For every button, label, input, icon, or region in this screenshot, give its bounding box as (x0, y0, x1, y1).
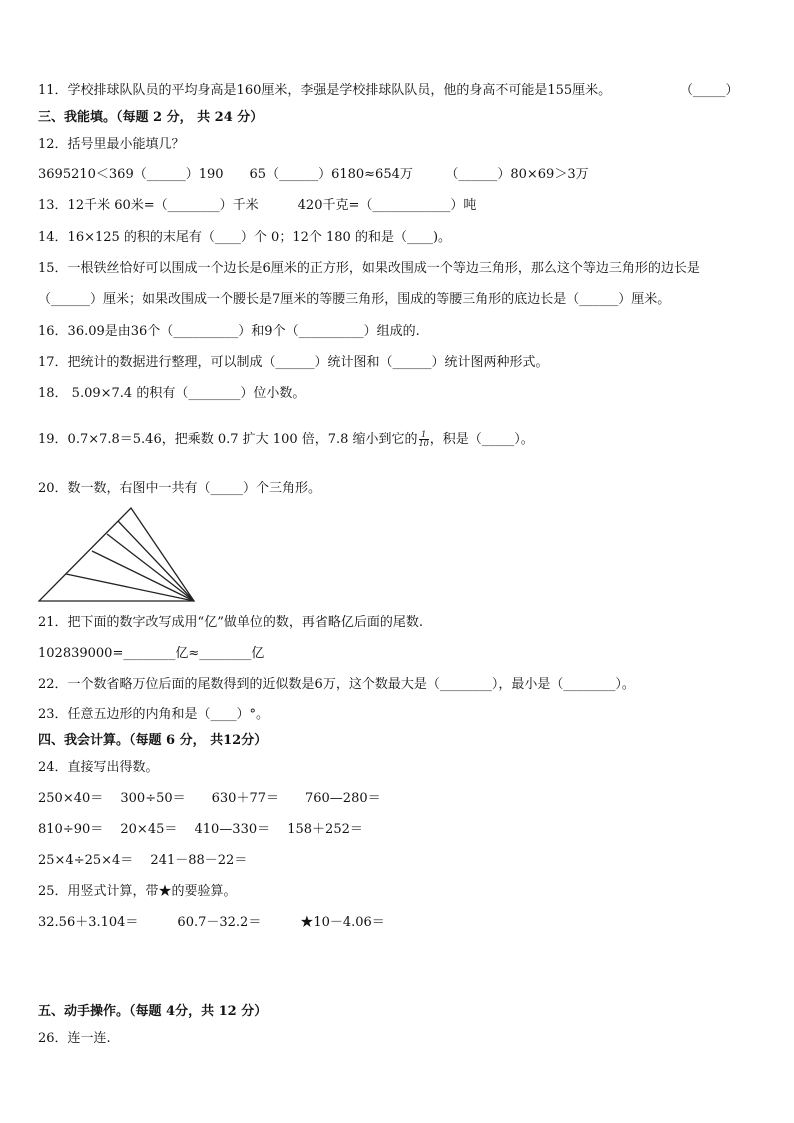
question-19-tail: ，积是（_____）。 (429, 432, 534, 447)
fraction-denominator: 10 (418, 439, 429, 448)
question-26: 26．连一连. (38, 1031, 111, 1046)
fraction-one-tenth (419, 431, 429, 448)
question-12-items: 3695210＜369（______）190 65（______）6180≈654万 （______）80×69＞3万 (38, 167, 589, 182)
question-18: 18． 5.09×7.4 的积有（________）位小数。 (38, 386, 306, 401)
question-24-row-3: 25×4÷25×4＝ 241－88－22＝ (38, 853, 248, 868)
question-24: 24．直接写出得数。 (38, 760, 159, 775)
question-19-text: 19．0.7×7.8＝5.46，把乘数 0.7 扩大 100 倍，7.8 缩小到它的 (38, 432, 418, 447)
outer-triangle (39, 508, 194, 601)
section-3-heading: 三、我能填。（每题 2 分， 共 24 分） (38, 110, 264, 125)
question-15-line-2: （______）厘米；如果改围成一个腰长是7厘米的等腰三角形，围成的等腰三角形的底边长是（______）厘米。 (38, 292, 671, 307)
question-15-line-1: 15．一根铁丝恰好可以围成一个边长是6厘米的正方形，如果改围成一个等边三角形，那么这个等边三角形的边长是 (38, 261, 700, 276)
question-16: 16．36.09是由36个（__________）和9个（__________）组成的. (38, 324, 420, 339)
inner-line-1 (66, 574, 194, 601)
question-13: 13．12千米 60米=（________）千米 420千克=（____________）吨 (38, 198, 477, 213)
question-25: 25．用竖式计算，带★的要验算。 (38, 884, 237, 899)
question-14: 14．16×125 的积的末尾有（____）个 0；12个 180 的和是（____)。 (38, 230, 452, 245)
fraction-numerator: 1 (419, 431, 429, 440)
question-24-row-2: 810÷90＝ 20×45＝ 410—330＝ 158＋252＝ (38, 822, 363, 837)
question-22: 22．一个数省略万位后面的尾数得到的近似数是6万，这个数最大是（________），最小是（________）。 (38, 677, 635, 692)
question-21: 21．把下面的数字改写成用“亿”做单位的数，再省略亿后面的尾数. (38, 615, 423, 630)
question-11-blank: （_____） (680, 83, 739, 98)
triangle-figure (38, 507, 196, 603)
question-11-text: 11．学校排球队队员的平均身高是160厘米，李强是学校排球队队员，他的身高不可能是155厘米。 (38, 83, 612, 98)
question-20: 20．数一数，右图中一共有（_____）个三角形。 (38, 481, 322, 496)
question-17: 17．把统计的数据进行整理，可以制成（______）统计图和（______）统计图两种形式。 (38, 355, 549, 370)
question-24-row-1: 250×40＝ 300÷50＝ 630＋77＝ 760—280＝ (38, 791, 381, 806)
question-11 (38, 83, 739, 99)
section-5-heading: 五、动手操作。（每题 4分，共 12 分） (38, 1004, 268, 1019)
question-21-answer: 102839000=________亿≈________亿 (38, 646, 265, 661)
inner-line-3 (107, 534, 194, 601)
inner-line-2 (92, 551, 194, 601)
question-19 (38, 431, 534, 448)
inner-line-4 (118, 521, 194, 601)
question-25-row: 32.56＋3.104＝ 60.7－32.2＝ ★10－4.06＝ (38, 915, 385, 930)
question-23: 23．任意五边形的内角和是（____）°。 (38, 707, 270, 722)
question-12: 12．括号里最小能填几？ (38, 137, 185, 152)
section-4-heading: 四、我会计算。（每题 6 分， 共12分） (38, 733, 268, 748)
